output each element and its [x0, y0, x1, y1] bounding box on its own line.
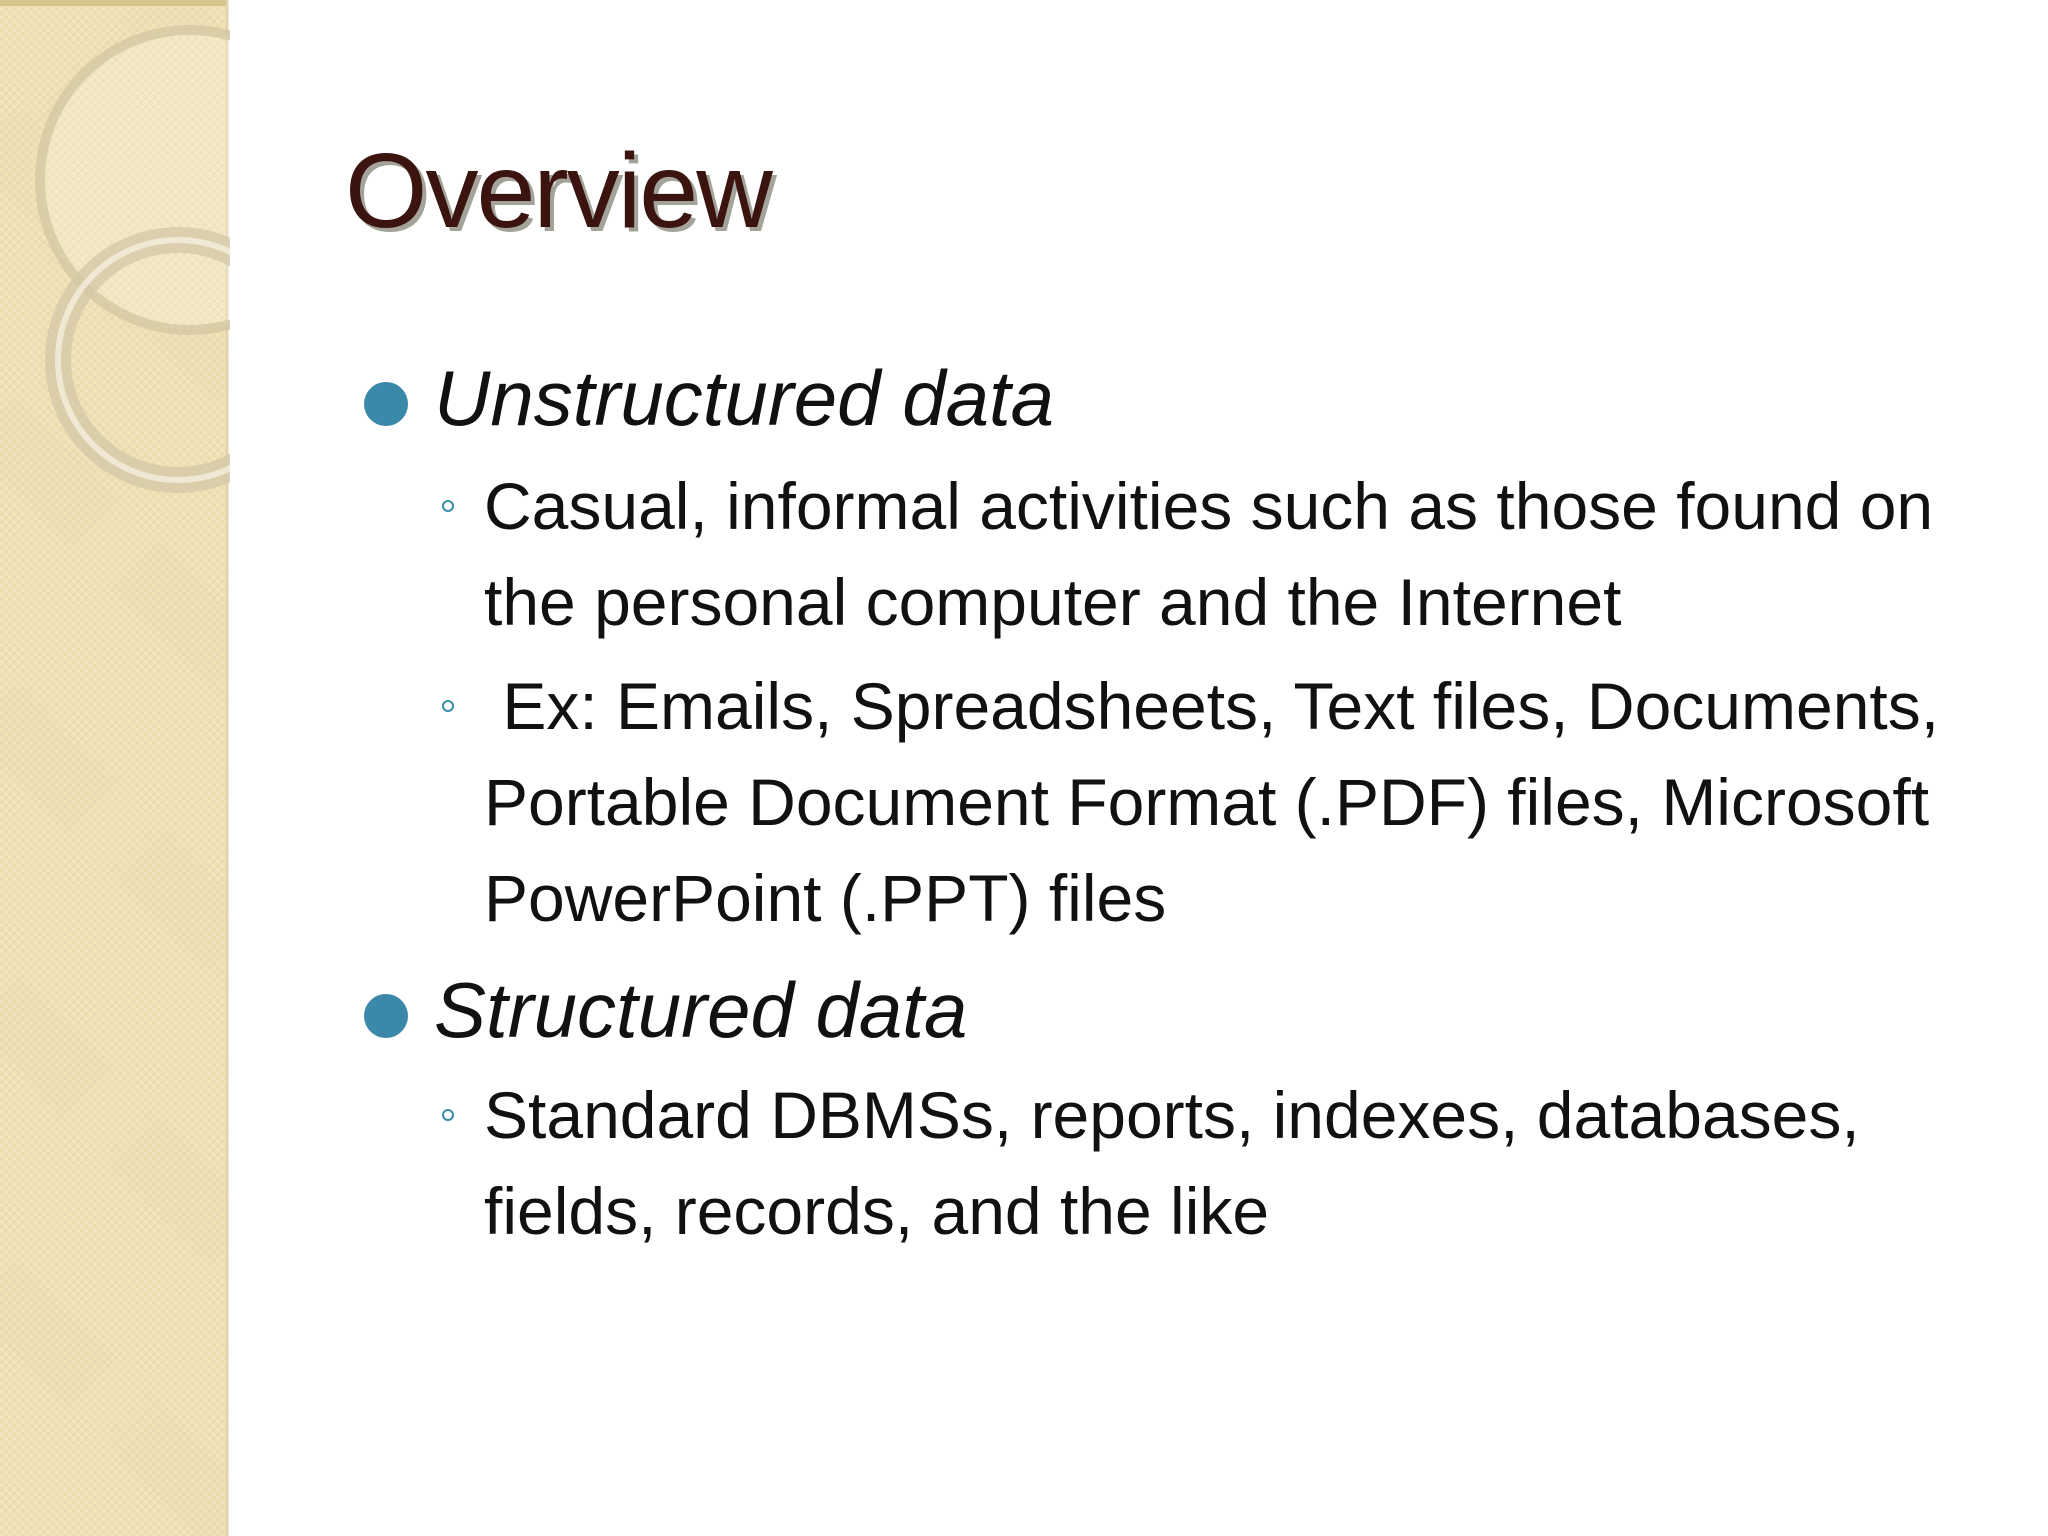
filled-circle-bullet-icon: [364, 382, 408, 426]
sub-bullet-standard-dbms: [362, 1067, 1982, 1259]
bullet-heading: Unstructured data: [434, 354, 1055, 442]
sub-bullet-text: Ex: Emails, Spreadsheets, Text files, Documents, Portable Document Format (.PDF) files, Microsoft PowerPoint (.PPT) files: [484, 668, 1958, 935]
sub-bullet-text: Standard DBMSs, reports, indexes, databases, fields, records, and the like: [484, 1078, 1860, 1249]
filled-circle-bullet-icon: [364, 994, 408, 1038]
bullet-structured-data: [362, 964, 1982, 1058]
sub-bullet-examples: [362, 658, 1982, 946]
bullet-heading: Structured data: [434, 965, 968, 1054]
decorative-rings: [0, 0, 230, 520]
slide-body: [362, 352, 1982, 1259]
slide-title: Overview: [345, 132, 771, 250]
sub-bullet-text: Casual, informal activities such as those found on the personal computer and the Internet: [484, 468, 1934, 639]
bullet-unstructured-data: [362, 352, 1982, 446]
sub-bullet-casual-activities: [362, 458, 1982, 650]
hollow-circle-bullet-icon: [442, 1109, 454, 1121]
hollow-circle-bullet-icon: [442, 500, 454, 512]
hollow-circle-bullet-icon: [442, 700, 454, 712]
